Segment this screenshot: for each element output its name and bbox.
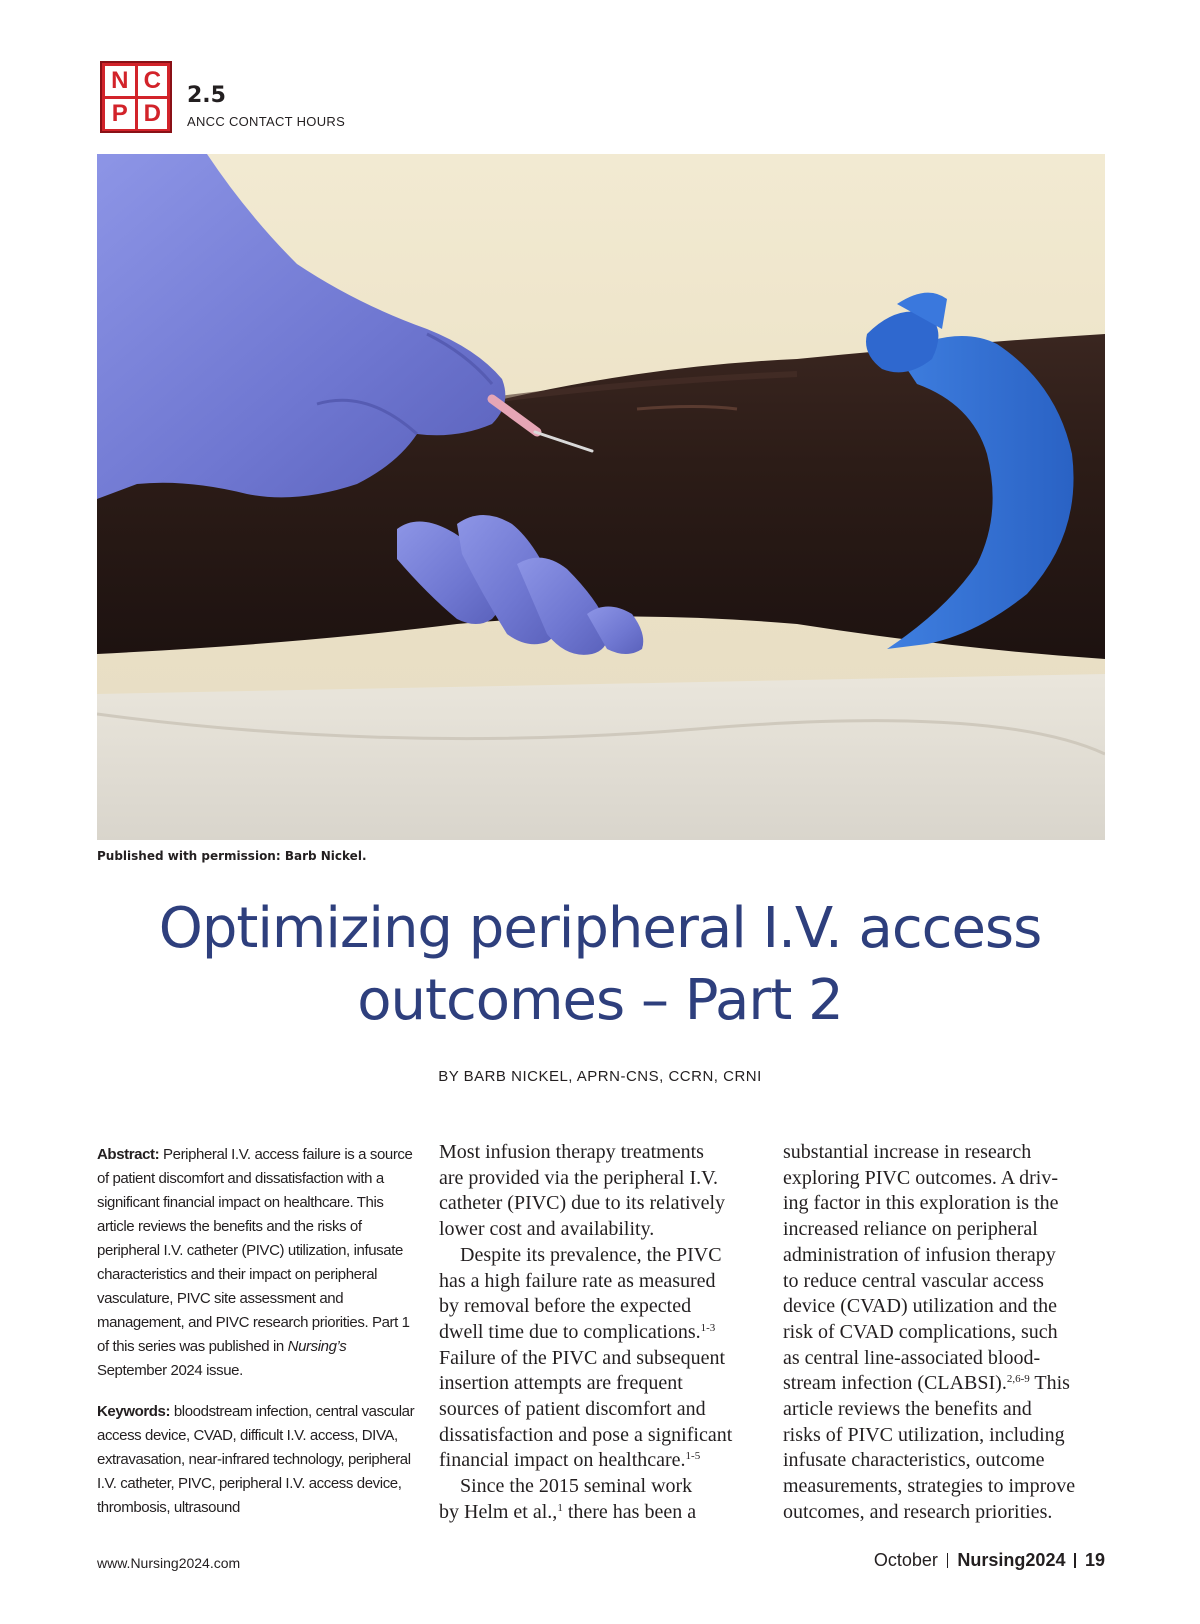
photo-credit: Published with permission: Barb Nickel. xyxy=(97,849,367,863)
body-line xyxy=(439,1500,759,1526)
logo-letter-d: D xyxy=(138,99,168,129)
body-line xyxy=(783,1371,1105,1397)
keywords-text: bloodstream infection, central vascular access device, CVAD, difficult I.V. access, DIVA, extravasation, near-infrared technology, peripheral I.V. catheter, PIVC, peripheral I.V. access device, thrombosis, ultrasound xyxy=(97,1403,415,1516)
abstract-italic: Nursing’s xyxy=(287,1338,347,1355)
article-title xyxy=(100,893,1100,1037)
abstract-label: Abstract: xyxy=(97,1146,160,1163)
body-line: Since the 2015 seminal work xyxy=(460,1475,693,1498)
logo-letter-c: C xyxy=(138,66,168,96)
body-line: lower cost and availability. xyxy=(439,1218,655,1241)
body-line xyxy=(439,1448,759,1474)
body-line: risk of CVAD complications, such xyxy=(783,1320,1058,1343)
ncpd-logo xyxy=(100,61,172,133)
article-title-line-1: Optimizing peripheral I.V. access xyxy=(158,896,1042,961)
body-line: catheter (PIVC) due to its relatively xyxy=(439,1192,726,1215)
article-title-line-2: outcomes – Part 2 xyxy=(357,968,843,1033)
body-text: there has been a xyxy=(562,1500,697,1523)
body-line: has a high failure rate as measured xyxy=(439,1269,716,1292)
keywords xyxy=(97,1400,419,1520)
body-column-1 xyxy=(439,1140,759,1526)
body-line xyxy=(439,1320,759,1346)
body-text: This xyxy=(1029,1372,1070,1395)
iv-insertion-photo xyxy=(97,154,1105,840)
footer-website: www.Nursing2024.com xyxy=(97,1555,241,1571)
logo-letter-p: P xyxy=(105,99,135,129)
abstract xyxy=(97,1143,419,1383)
footer-folio xyxy=(874,1550,1105,1571)
abstract-text: Peripheral I.V. access failure is a source of patient discomfort and dissatisfaction with a significant financial impact on healthcare. This article reviews the benefits and the risks of peripheral I.V. catheter (PIVC) utilization, infusate characteristics and their impact on peripheral vasculature, PIVC site assessment and management, and PIVC research priorities. Part 1 of this series was published in xyxy=(97,1146,413,1355)
contact-hours-label: ANCC CONTACT HOURS xyxy=(187,114,346,129)
body-line: administration of infusion therapy xyxy=(783,1243,1056,1266)
body-text: by Helm et al., xyxy=(439,1500,558,1523)
body-line: risks of PIVC utilization, including xyxy=(783,1423,1065,1446)
body-line: measurements, strategies to improve xyxy=(783,1475,1076,1498)
keywords-label: Keywords: xyxy=(97,1403,171,1420)
contact-hours-value: 2.5 xyxy=(187,83,226,108)
body-line: ing factor in this exploration is the xyxy=(783,1192,1059,1215)
reference-superscript: 1-5 xyxy=(685,1450,701,1463)
footer-divider xyxy=(947,1553,949,1568)
body-line: dissatisfaction and pose a significant xyxy=(439,1423,733,1446)
body-line: sources of patient discomfort and xyxy=(439,1398,706,1421)
footer-divider xyxy=(1074,1553,1076,1568)
abstract-tail: September 2024 issue. xyxy=(97,1362,243,1379)
body-text: dwell time due to complications. xyxy=(439,1320,701,1343)
body-line: article reviews the benefits and xyxy=(783,1398,1032,1421)
body-line: increased reliance on peripheral xyxy=(783,1218,1038,1241)
footer-magazine: Nursing2024 xyxy=(957,1550,1066,1570)
body-text: financial impact on healthcare. xyxy=(439,1449,686,1472)
footer-month: October xyxy=(873,1550,938,1570)
body-line: infusate characteristics, outcome xyxy=(783,1449,1045,1472)
reference-superscript: 2,6-9 xyxy=(1006,1373,1030,1386)
page-number: 19 xyxy=(1084,1550,1105,1570)
reference-superscript: 1-3 xyxy=(700,1321,716,1334)
body-line: Despite its prevalence, the PIVC xyxy=(460,1243,722,1266)
body-line: are provided via the peripheral I.V. xyxy=(439,1166,718,1189)
body-line: device (CVAD) utilization and the xyxy=(783,1295,1058,1318)
body-line: by removal before the expected xyxy=(439,1295,692,1318)
logo-letter-n: N xyxy=(105,66,135,96)
body-line: exploring PIVC outcomes. A driv- xyxy=(783,1166,1058,1189)
body-text: stream infection (CLABSI). xyxy=(783,1372,1007,1395)
body-line: outcomes, and research priorities. xyxy=(783,1500,1053,1523)
body-line: Failure of the PIVC and subsequent xyxy=(439,1346,726,1369)
byline: BY BARB NICKEL, APRN-CNS, CCRN, CRNI xyxy=(438,1068,762,1085)
body-line: substantial increase in research xyxy=(783,1141,1032,1163)
body-line: to reduce central vascular access xyxy=(783,1269,1044,1292)
body-line: insertion attempts are frequent xyxy=(439,1372,683,1395)
body-column-2 xyxy=(783,1140,1105,1526)
body-line: as central line-associated blood- xyxy=(783,1346,1041,1369)
reference-superscript: 1 xyxy=(557,1501,563,1514)
body-line: Most infusion therapy treatments xyxy=(439,1141,704,1163)
